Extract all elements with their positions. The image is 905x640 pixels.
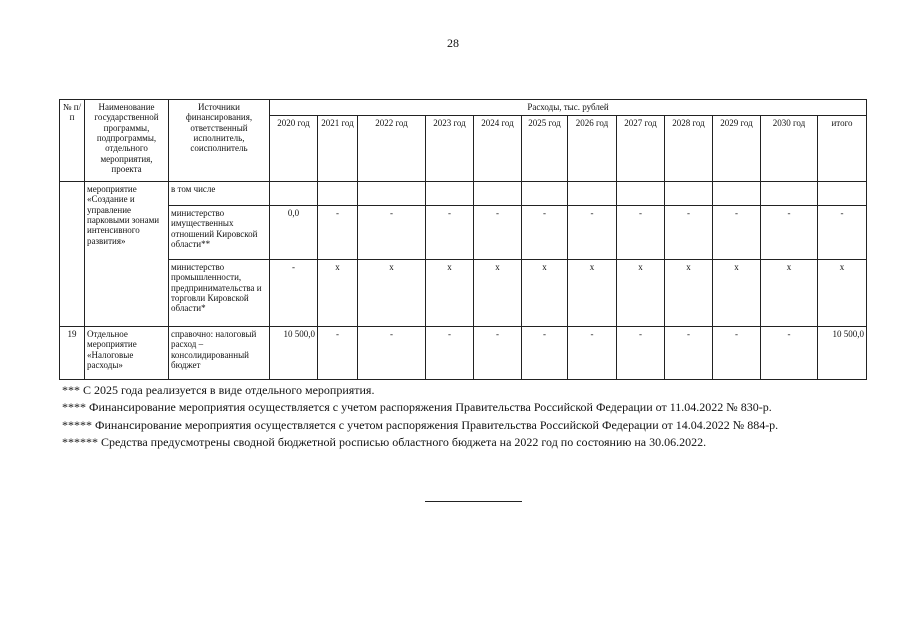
value-cell: - — [270, 260, 318, 327]
header-year: 2030 год — [761, 116, 818, 182]
value-cell: - — [474, 327, 522, 380]
value-cell: - — [426, 206, 474, 260]
source-cell: в том числе — [169, 182, 270, 206]
table-row — [60, 206, 867, 260]
value-cell: 10 500,0 — [818, 327, 867, 380]
value-cell — [568, 182, 617, 206]
activity-name: Отдельное мероприятие «Налоговые расходы» — [85, 327, 169, 380]
value-cell: - — [761, 206, 818, 260]
footnote: **** Финансирование мероприятия осуществляется с учетом распоряжения Правительства Российской Федерации от 11.04.2022 № 830-р. — [62, 400, 772, 415]
value-cell — [522, 182, 568, 206]
value-cell — [318, 182, 358, 206]
value-cell — [358, 182, 426, 206]
source-cell: справочно: налоговый расход – консолидированный бюджет — [169, 327, 270, 380]
value-cell: x — [665, 260, 713, 327]
value-cell: - — [522, 327, 568, 380]
table-row — [60, 182, 867, 206]
value-cell: - — [318, 327, 358, 380]
footnotes — [62, 382, 882, 451]
header-year: 2023 год — [426, 116, 474, 182]
value-cell: x — [318, 260, 358, 327]
separator-line — [425, 501, 522, 502]
footnote: ***** Финансирование мероприятия осуществляется с учетом распоряжения Правительства Российской Федерации от 14.04.2022 № 884-р. — [62, 417, 779, 432]
footnote: *** С 2025 года реализуется в виде отдельного мероприятия. — [62, 383, 375, 397]
budget-table — [59, 99, 867, 380]
source-cell: министерство имущественных отношений Кировской области** — [169, 206, 270, 260]
value-cell: x — [617, 260, 665, 327]
value-cell: - — [358, 327, 426, 380]
header-year: 2026 год — [568, 116, 617, 182]
row-num: 19 — [60, 327, 85, 380]
value-cell: x — [713, 260, 761, 327]
header-total: итого — [818, 116, 867, 182]
table-row — [60, 327, 867, 380]
table-row — [60, 260, 867, 327]
value-cell — [818, 182, 867, 206]
header-year: 2020 год — [270, 116, 318, 182]
header-name: Наименование государственной программы, подпрограммы, отдельного мероприятия, проекта — [85, 100, 169, 182]
value-cell: 0,0 — [270, 206, 318, 260]
value-cell: x — [522, 260, 568, 327]
value-cell — [426, 182, 474, 206]
value-cell: x — [358, 260, 426, 327]
value-cell: - — [522, 206, 568, 260]
value-cell: - — [665, 327, 713, 380]
row-num — [60, 182, 85, 327]
value-cell: - — [474, 206, 522, 260]
value-cell: x — [474, 260, 522, 327]
header-sources: Источники финансирования, ответственный исполнитель, соисполнитель — [169, 100, 270, 182]
value-cell: - — [358, 206, 426, 260]
header-num: № п/п — [60, 100, 85, 182]
header-year: 2021 год — [318, 116, 358, 182]
value-cell: - — [713, 206, 761, 260]
value-cell: - — [568, 206, 617, 260]
value-cell: x — [568, 260, 617, 327]
header-year: 2028 год — [665, 116, 713, 182]
value-cell — [270, 182, 318, 206]
header-year: 2027 год — [617, 116, 665, 182]
value-cell: - — [665, 206, 713, 260]
value-cell: - — [761, 327, 818, 380]
value-cell: x — [426, 260, 474, 327]
value-cell — [617, 182, 665, 206]
page-number: 28 — [447, 36, 459, 50]
value-cell — [474, 182, 522, 206]
activity-name: мероприятие «Создание и управление парковыми зонами интенсивного развития» — [85, 182, 169, 327]
value-cell — [665, 182, 713, 206]
value-cell — [761, 182, 818, 206]
header-year: 2029 год — [713, 116, 761, 182]
header-year: 2025 год — [522, 116, 568, 182]
value-cell: - — [617, 327, 665, 380]
value-cell: - — [568, 327, 617, 380]
value-cell: - — [617, 206, 665, 260]
value-cell: - — [426, 327, 474, 380]
header-year: 2024 год — [474, 116, 522, 182]
value-cell: - — [713, 327, 761, 380]
value-cell: - — [818, 206, 867, 260]
value-cell: x — [818, 260, 867, 327]
header-year: 2022 год — [358, 116, 426, 182]
value-cell: - — [318, 206, 358, 260]
value-cell: x — [761, 260, 818, 327]
source-cell: министерство промышленности, предпринимательства и торговли Кировской области* — [169, 260, 270, 327]
value-cell: 10 500,0 — [270, 327, 318, 380]
footnote: ****** Средства предусмотрены сводной бюджетной росписью областного бюджета на 2022 год по состоянию на 30.06.2022. — [62, 434, 707, 449]
header-expenses: Расходы, тыс. рублей — [270, 100, 867, 116]
value-cell — [713, 182, 761, 206]
